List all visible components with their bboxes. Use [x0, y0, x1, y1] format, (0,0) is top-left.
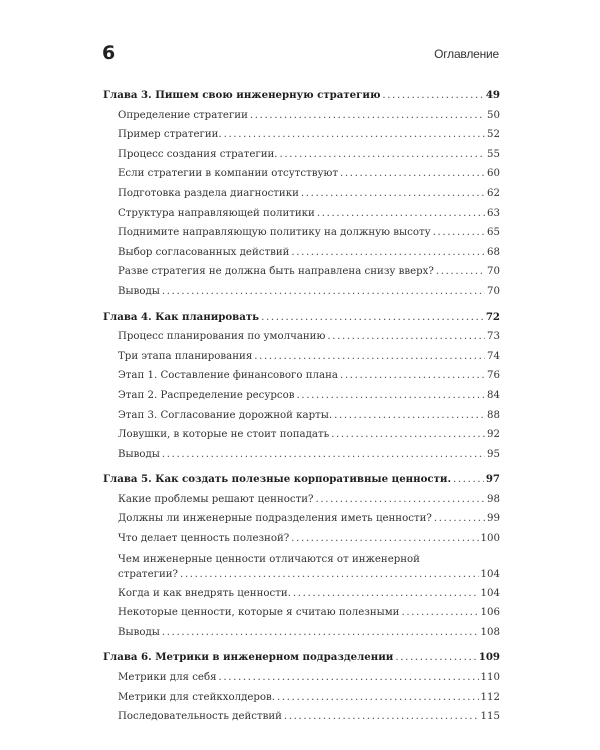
toc-entry[interactable]	[103, 707, 500, 727]
entry-page-number: 98	[487, 493, 500, 505]
entry-page-number: 55	[487, 148, 500, 160]
entry-page-number: 60	[487, 168, 500, 180]
toc-entry[interactable]	[103, 106, 500, 126]
entry-title: Глава 6. Метрики в инженерном подразделении	[103, 651, 394, 664]
toc-entry[interactable]	[103, 243, 500, 263]
entry-title: Когда и как внедрять ценности.	[118, 587, 291, 599]
entry-title: Глава 5. Как создать полезные корпоративные ценности.	[103, 473, 452, 486]
toc-chapter-section	[103, 470, 500, 642]
entry-title: Три этапа планирования	[118, 350, 253, 362]
toc-entry[interactable]	[103, 125, 500, 145]
toc-entry[interactable]	[103, 386, 500, 406]
dot-leader	[250, 106, 485, 126]
toc-entry[interactable]	[103, 327, 500, 347]
dot-leader	[224, 125, 485, 145]
entry-title: Выводы	[118, 626, 160, 638]
entry-page-number: 88	[487, 409, 500, 421]
entry-title: Выбор согласованных действий	[118, 246, 290, 258]
entry-page-number: 63	[487, 207, 500, 219]
dot-leader	[284, 707, 479, 727]
dot-leader	[317, 204, 485, 224]
toc-entry[interactable]	[103, 688, 500, 708]
toc-entry[interactable]	[103, 668, 500, 688]
toc-entry[interactable]	[103, 347, 500, 367]
entry-page-number: 52	[487, 129, 500, 141]
dot-leader	[340, 164, 485, 184]
dot-leader	[315, 490, 485, 510]
entry-page-number: 112	[480, 691, 500, 703]
entry-page-number: 62	[487, 187, 500, 199]
toc-chapter-entry[interactable]	[103, 86, 500, 106]
entry-page-number: 106	[480, 607, 500, 619]
dot-leader	[180, 567, 479, 582]
toc-entry[interactable]	[103, 549, 500, 584]
dot-leader	[261, 308, 484, 328]
dot-leader	[277, 688, 479, 708]
toc-entry[interactable]	[103, 603, 500, 623]
entry-title-continued: стратегии?	[118, 568, 178, 580]
entry-title: Глава 3. Пишем свою инженерную стратегию	[103, 89, 381, 101]
entry-page-number: 70	[487, 266, 500, 278]
toc-entry[interactable]	[103, 623, 500, 643]
toc-entry[interactable]	[103, 223, 500, 243]
entry-title: Определение стратегии	[118, 109, 248, 121]
entry-page-number: 74	[487, 350, 500, 362]
entry-title: Этап 2. Распределение ресурсов	[118, 389, 295, 401]
dot-leader	[436, 262, 485, 282]
entry-page-number: 73	[487, 331, 500, 343]
entry-page-number: 104	[480, 568, 500, 580]
dot-leader	[219, 668, 479, 688]
dot-leader	[162, 282, 485, 302]
entry-page-number: 95	[487, 448, 500, 460]
toc-entry[interactable]	[103, 204, 500, 224]
entry-page-number: 84	[487, 389, 500, 401]
entry-title: Что делает ценность полезной?	[118, 533, 290, 545]
entry-title: Метрики для себя	[118, 672, 217, 684]
dot-leader	[395, 648, 476, 668]
entry-title: Метрики для стейкхолдеров.	[118, 691, 276, 703]
dot-leader	[434, 509, 485, 529]
entry-title: Подготовка раздела диагностики	[118, 187, 299, 199]
entry-page-number: 76	[487, 370, 500, 382]
page-number: 6	[102, 42, 116, 64]
entry-page-number: 49	[485, 89, 500, 101]
toc-chapter-section	[103, 308, 500, 465]
toc-entry[interactable]	[103, 164, 500, 184]
dot-leader	[293, 584, 479, 604]
entry-title: Должны ли инженерные подразделения иметь ценности?	[118, 513, 432, 525]
dot-leader	[162, 445, 485, 465]
entry-page-number: 104	[480, 587, 500, 599]
entry-page-number: 68	[487, 246, 500, 258]
table-of-contents	[103, 86, 500, 733]
toc-entry[interactable]	[103, 282, 500, 302]
entry-title: Разве стратегия не должна быть направлена снизу вверх?	[118, 266, 434, 278]
entry-title: Какие проблемы решают ценности?	[118, 493, 314, 505]
running-title: Оглавление	[434, 47, 499, 61]
dot-leader	[453, 470, 484, 490]
entry-page-number: 50	[487, 109, 500, 121]
entry-title: Выводы	[118, 448, 160, 460]
entry-page-number: 92	[487, 429, 500, 441]
entry-title: Поднимите направляющую политику на должную высоту	[118, 227, 431, 239]
dot-leader	[433, 223, 485, 243]
entry-page-number: 115	[480, 711, 500, 723]
toc-entry[interactable]	[103, 490, 500, 510]
entry-page-number: 99	[487, 513, 500, 525]
entry-title: Этап 1. Составление финансового плана	[118, 370, 338, 382]
toc-entry[interactable]	[103, 584, 500, 604]
entry-page-number: 109	[478, 651, 500, 664]
dot-leader	[162, 623, 479, 643]
dot-leader	[331, 425, 485, 445]
dot-leader	[382, 86, 483, 106]
toc-chapter-section	[103, 648, 500, 726]
dot-leader	[401, 603, 478, 623]
toc-entry[interactable]	[103, 184, 500, 204]
toc-entry[interactable]	[103, 509, 500, 529]
toc-chapter-section	[103, 86, 500, 302]
toc-entry[interactable]	[103, 406, 500, 426]
toc-chapter-entry[interactable]	[103, 470, 500, 490]
dot-leader	[334, 406, 485, 426]
entry-page-number: 108	[480, 626, 500, 638]
dot-leader	[291, 529, 478, 549]
entry-page-number: 72	[485, 310, 500, 323]
entry-title: Структура направляющей политики	[118, 207, 315, 219]
entry-title: Пример стратегии.	[118, 129, 222, 141]
dot-leader	[291, 243, 485, 263]
toc-entry[interactable]	[103, 425, 500, 445]
entry-title: Ловушки, в которые не стоит попадать	[118, 429, 330, 441]
toc-entry[interactable]	[103, 145, 500, 165]
entry-page-number: 100	[480, 533, 500, 545]
entry-title: Этап 3. Согласование дорожной карты.	[118, 409, 333, 421]
entry-title: Глава 4. Как планировать	[103, 310, 260, 323]
entry-title: Если стратегии в компании отсутствуют	[118, 168, 338, 180]
toc-chapter-entry[interactable]	[103, 648, 500, 668]
entry-title: Процесс планирования по умолчанию	[118, 331, 326, 343]
entry-title: Процесс создания стратегии.	[118, 148, 278, 160]
entry-page-number: 65	[487, 227, 500, 239]
toc-chapter-entry[interactable]	[103, 308, 500, 328]
entry-title: Некоторые ценности, которые я считаю полезными	[118, 607, 400, 619]
entry-title: Выводы	[118, 285, 160, 297]
dot-leader	[327, 327, 485, 347]
dot-leader	[340, 366, 485, 386]
dot-leader	[280, 145, 486, 165]
toc-entry[interactable]	[103, 366, 500, 386]
entry-page-number: 97	[485, 473, 500, 486]
toc-entry[interactable]	[103, 445, 500, 465]
entry-title: Чем инженерные ценности отличаются от инженерной	[118, 553, 420, 565]
dot-leader	[296, 386, 485, 406]
entry-title: Последовательность действий	[118, 711, 282, 723]
dot-leader	[301, 184, 485, 204]
entry-page-number: 70	[487, 285, 500, 297]
toc-entry[interactable]	[103, 262, 500, 282]
entry-page-number: 110	[480, 672, 500, 684]
dot-leader	[254, 347, 485, 367]
toc-entry[interactable]	[103, 529, 500, 549]
